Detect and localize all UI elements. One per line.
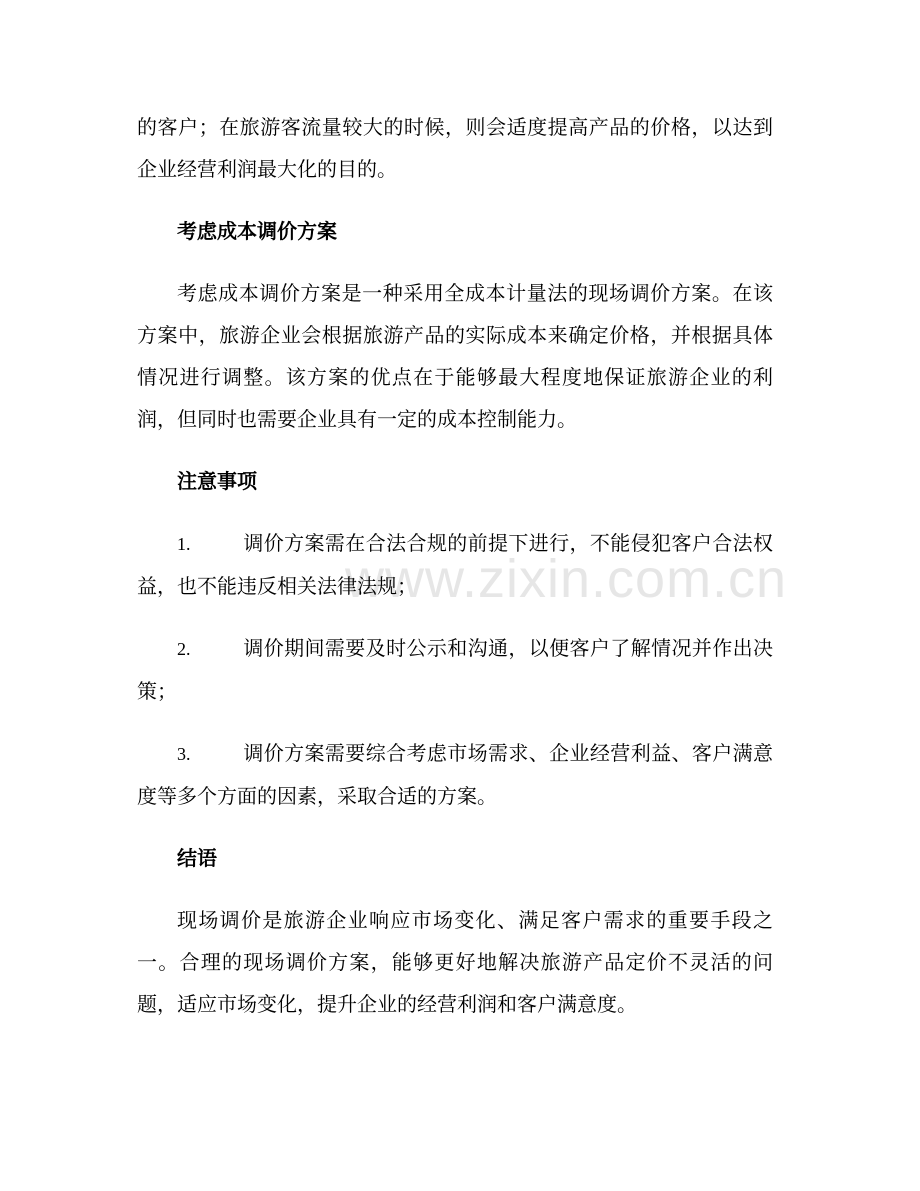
list-item	[137, 522, 773, 607]
spacer	[137, 190, 773, 210]
list-item-text: 调价期间需要及时公示和沟通，以便客户了解情况并作出决策；	[137, 636, 773, 703]
watermark: www.zixin.com.cn	[345, 549, 788, 609]
intro-paragraph: 的客户；在旅游客流量较大的时候，则会适度提高产品的价格，以达到企业经营利润最大化的目的。	[137, 115, 773, 181]
cost-section-heading: 考虑成本调价方案	[177, 219, 337, 243]
cost-section-body: 考虑成本调价方案是一种采用全成本计量法的现场调价方案。在该方案中，旅游企业会根据旅游产品的实际成本来确定价格，并根据具体情况进行调整。该方案的优点在于能够最大程度地保证旅游企业的利润，但同时也需要企业具有一定的成本控制能力。	[137, 281, 773, 431]
list-item-number: 1.	[177, 534, 191, 554]
list-item-number: 2.	[177, 639, 191, 659]
spacer	[137, 879, 773, 899]
list-item	[137, 627, 773, 712]
spacer	[137, 440, 773, 460]
spacer	[137, 817, 773, 837]
spacer	[137, 712, 773, 732]
list-item-text: 调价方案需要综合考虑市场需求、企业经营利益、客户满意度等多个方面的因素，采取合适的方案。	[137, 741, 773, 808]
notes-section-heading: 注意事项	[177, 469, 257, 493]
list-item-text: 调价方案需在合法合规的前提下进行，不能侵犯客户合法权益，也不能违反相关法律法规；	[137, 531, 773, 598]
list-item	[137, 732, 773, 817]
conclusion-section-heading: 结语	[177, 846, 217, 870]
list-item-number: 3.	[177, 744, 191, 764]
spacer	[137, 502, 773, 522]
spacer	[137, 607, 773, 627]
spacer	[137, 252, 773, 272]
document-content	[137, 106, 773, 1025]
conclusion-section-body: 现场调价是旅游企业响应市场变化、满足客户需求的重要手段之一。合理的现场调价方案，能够更好地解决旅游产品定价不灵活的问题，适应市场变化，提升企业的经营利润和客户满意度。	[137, 908, 773, 1016]
